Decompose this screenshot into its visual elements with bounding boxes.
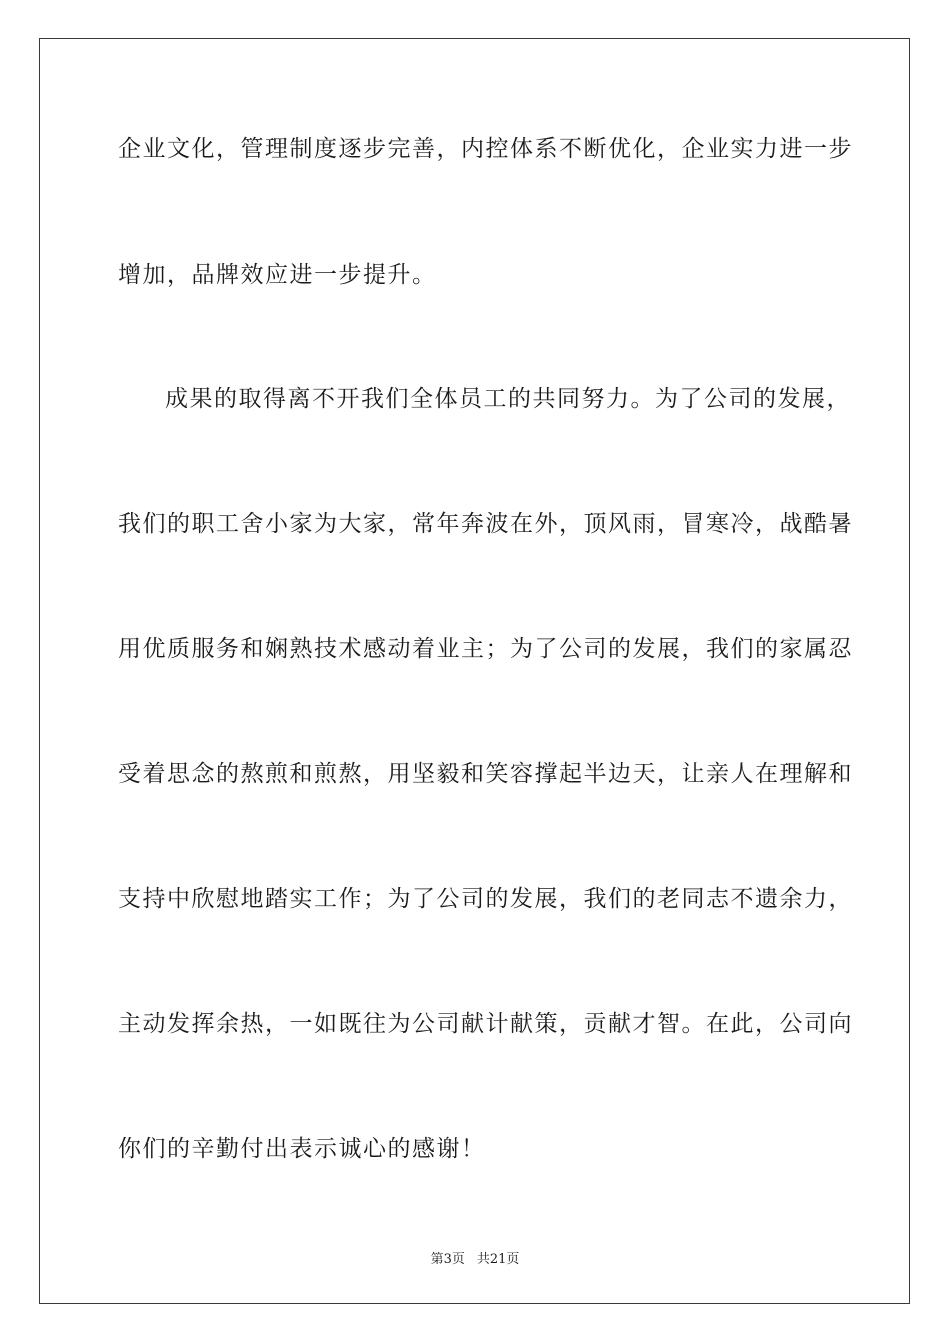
paragraph-line: 企业文化，管理制度逐步完善，内控体系不断优化，企业实力进一步	[118, 136, 853, 162]
paragraph-line: 你们的辛勤付出表示诚心的感谢！	[118, 1136, 486, 1162]
paragraph-line: 成果的取得离不开我们全体员工的共同努力。为了公司的发展，	[165, 386, 851, 412]
paragraph-line: 增加，品牌效应进一步提升。	[118, 262, 437, 288]
paragraph-line: 我们的职工舍小家为大家，常年奔波在外，顶风雨，冒寒冷，战酷暑	[118, 511, 853, 537]
page-number: 第3页	[430, 1252, 465, 1267]
page-total: 共21页	[476, 1252, 520, 1267]
page-border	[39, 38, 910, 1304]
paragraph-line: 主动发挥余热，一如既往为公司献计献策，贡献才智。在此，公司向	[118, 1011, 853, 1037]
paragraph-line: 用优质服务和娴熟技术感动着业主；为了公司的发展，我们的家属忍	[118, 636, 853, 662]
paragraph-line: 受着思念的熬煎和煎熬，用坚毅和笑容撑起半边天，让亲人在理解和	[118, 761, 853, 787]
page-footer	[0, 1248, 950, 1267]
paragraph-line: 支持中欣慰地踏实工作；为了公司的发展，我们的老同志不遗余力，	[118, 886, 853, 912]
